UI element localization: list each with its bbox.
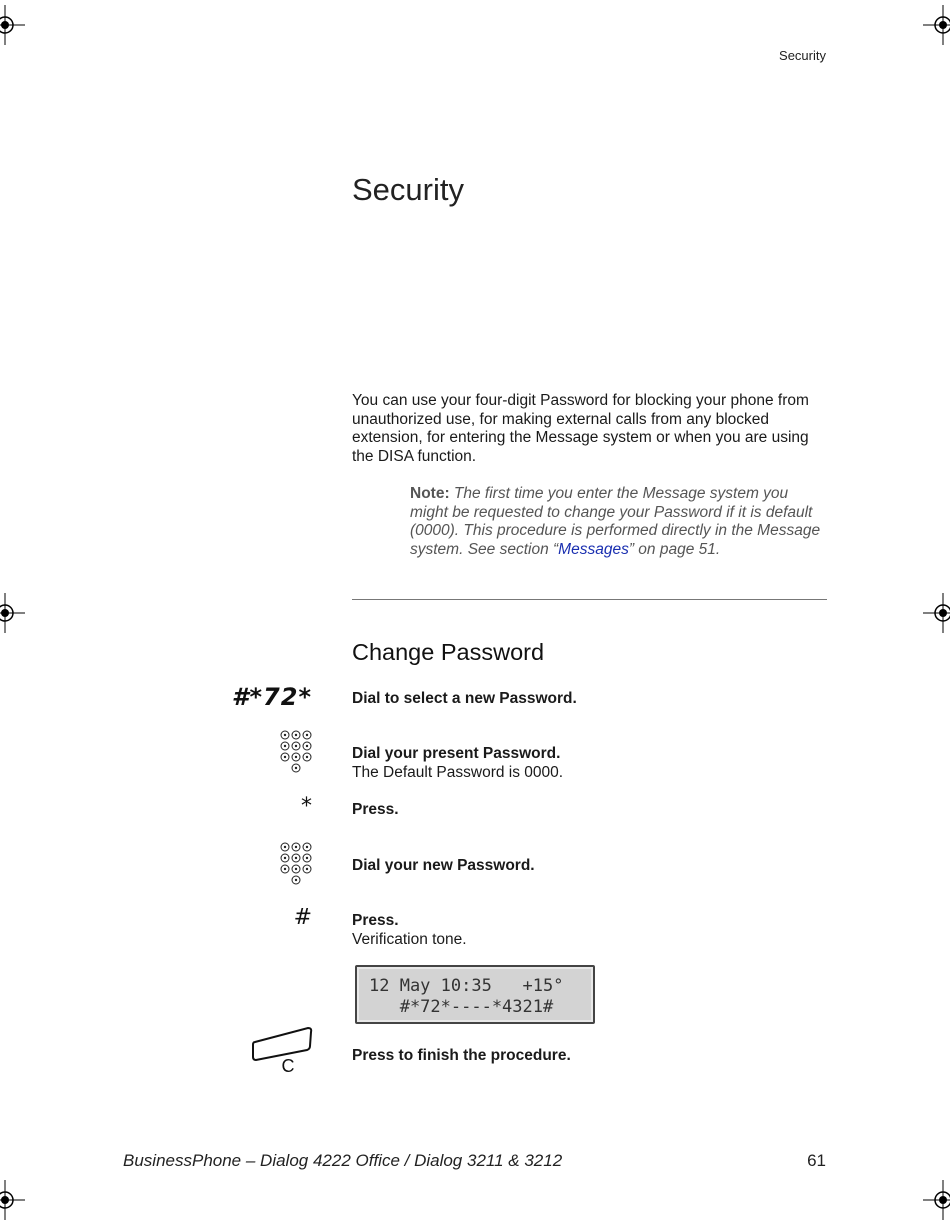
display-line-2: #*72*----*4321# xyxy=(369,997,554,1017)
hash-key-icon: # xyxy=(293,905,312,930)
step-instruction: Dial to select a new Password. xyxy=(352,690,577,707)
section-divider xyxy=(352,599,827,600)
phone-display xyxy=(355,965,595,1024)
intro-paragraph: You can use your four-digit Password for blocking your phone from unauthorized use, for making external calls from any blocked extension, for entering the Message system or when you are using the DISA function. xyxy=(352,392,809,465)
crop-mark-icon xyxy=(923,1180,950,1220)
step-instruction: Dial your new Password. xyxy=(352,857,535,874)
note-paragraph xyxy=(410,485,828,559)
messages-link[interactable]: Messages xyxy=(558,540,629,558)
step-instruction: Press to finish the procedure. xyxy=(352,1047,571,1064)
note-text-after: ” on page 51. xyxy=(628,540,721,558)
step-1 xyxy=(352,690,577,709)
crop-mark-icon xyxy=(0,593,25,633)
dial-code-icon: #*72* xyxy=(231,683,312,711)
step-3 xyxy=(352,801,399,820)
running-header: Security xyxy=(779,48,826,63)
crop-mark-icon xyxy=(923,593,950,633)
keypad-icon xyxy=(279,842,313,886)
star-key-icon: * xyxy=(301,794,312,819)
crop-mark-icon xyxy=(0,1180,25,1220)
step-detail: Verification tone. xyxy=(352,930,467,948)
crop-mark-icon xyxy=(923,5,950,45)
step-4 xyxy=(352,857,535,876)
note-text-before: The first time you enter the Message system you might be requested to change your Password if it is default (0000). This procedure is performed directly in the Message system. See section “ xyxy=(410,485,821,558)
display-line-1: 12 May 10:35 +15° xyxy=(369,976,564,996)
step-5 xyxy=(352,912,467,949)
step-instruction: Press. xyxy=(352,801,399,818)
clear-key-icon xyxy=(250,1024,314,1076)
note-label: Note: xyxy=(410,485,450,502)
step-instruction: Press. xyxy=(352,912,399,929)
footer-title: BusinessPhone – Dialog 4222 Office / Dialog 3211 & 3212 xyxy=(123,1151,563,1170)
clear-key-label: C xyxy=(281,1056,295,1076)
step-instruction: Dial your present Password. xyxy=(352,745,561,762)
step-2 xyxy=(352,745,563,782)
page-number: 61 xyxy=(807,1151,826,1170)
crop-mark-icon xyxy=(0,5,25,45)
step-detail: The Default Password is 0000. xyxy=(352,763,564,781)
page-title: Security xyxy=(352,172,464,207)
section-title: Change Password xyxy=(352,639,545,665)
step-6 xyxy=(352,1047,571,1066)
keypad-icon xyxy=(279,730,313,774)
